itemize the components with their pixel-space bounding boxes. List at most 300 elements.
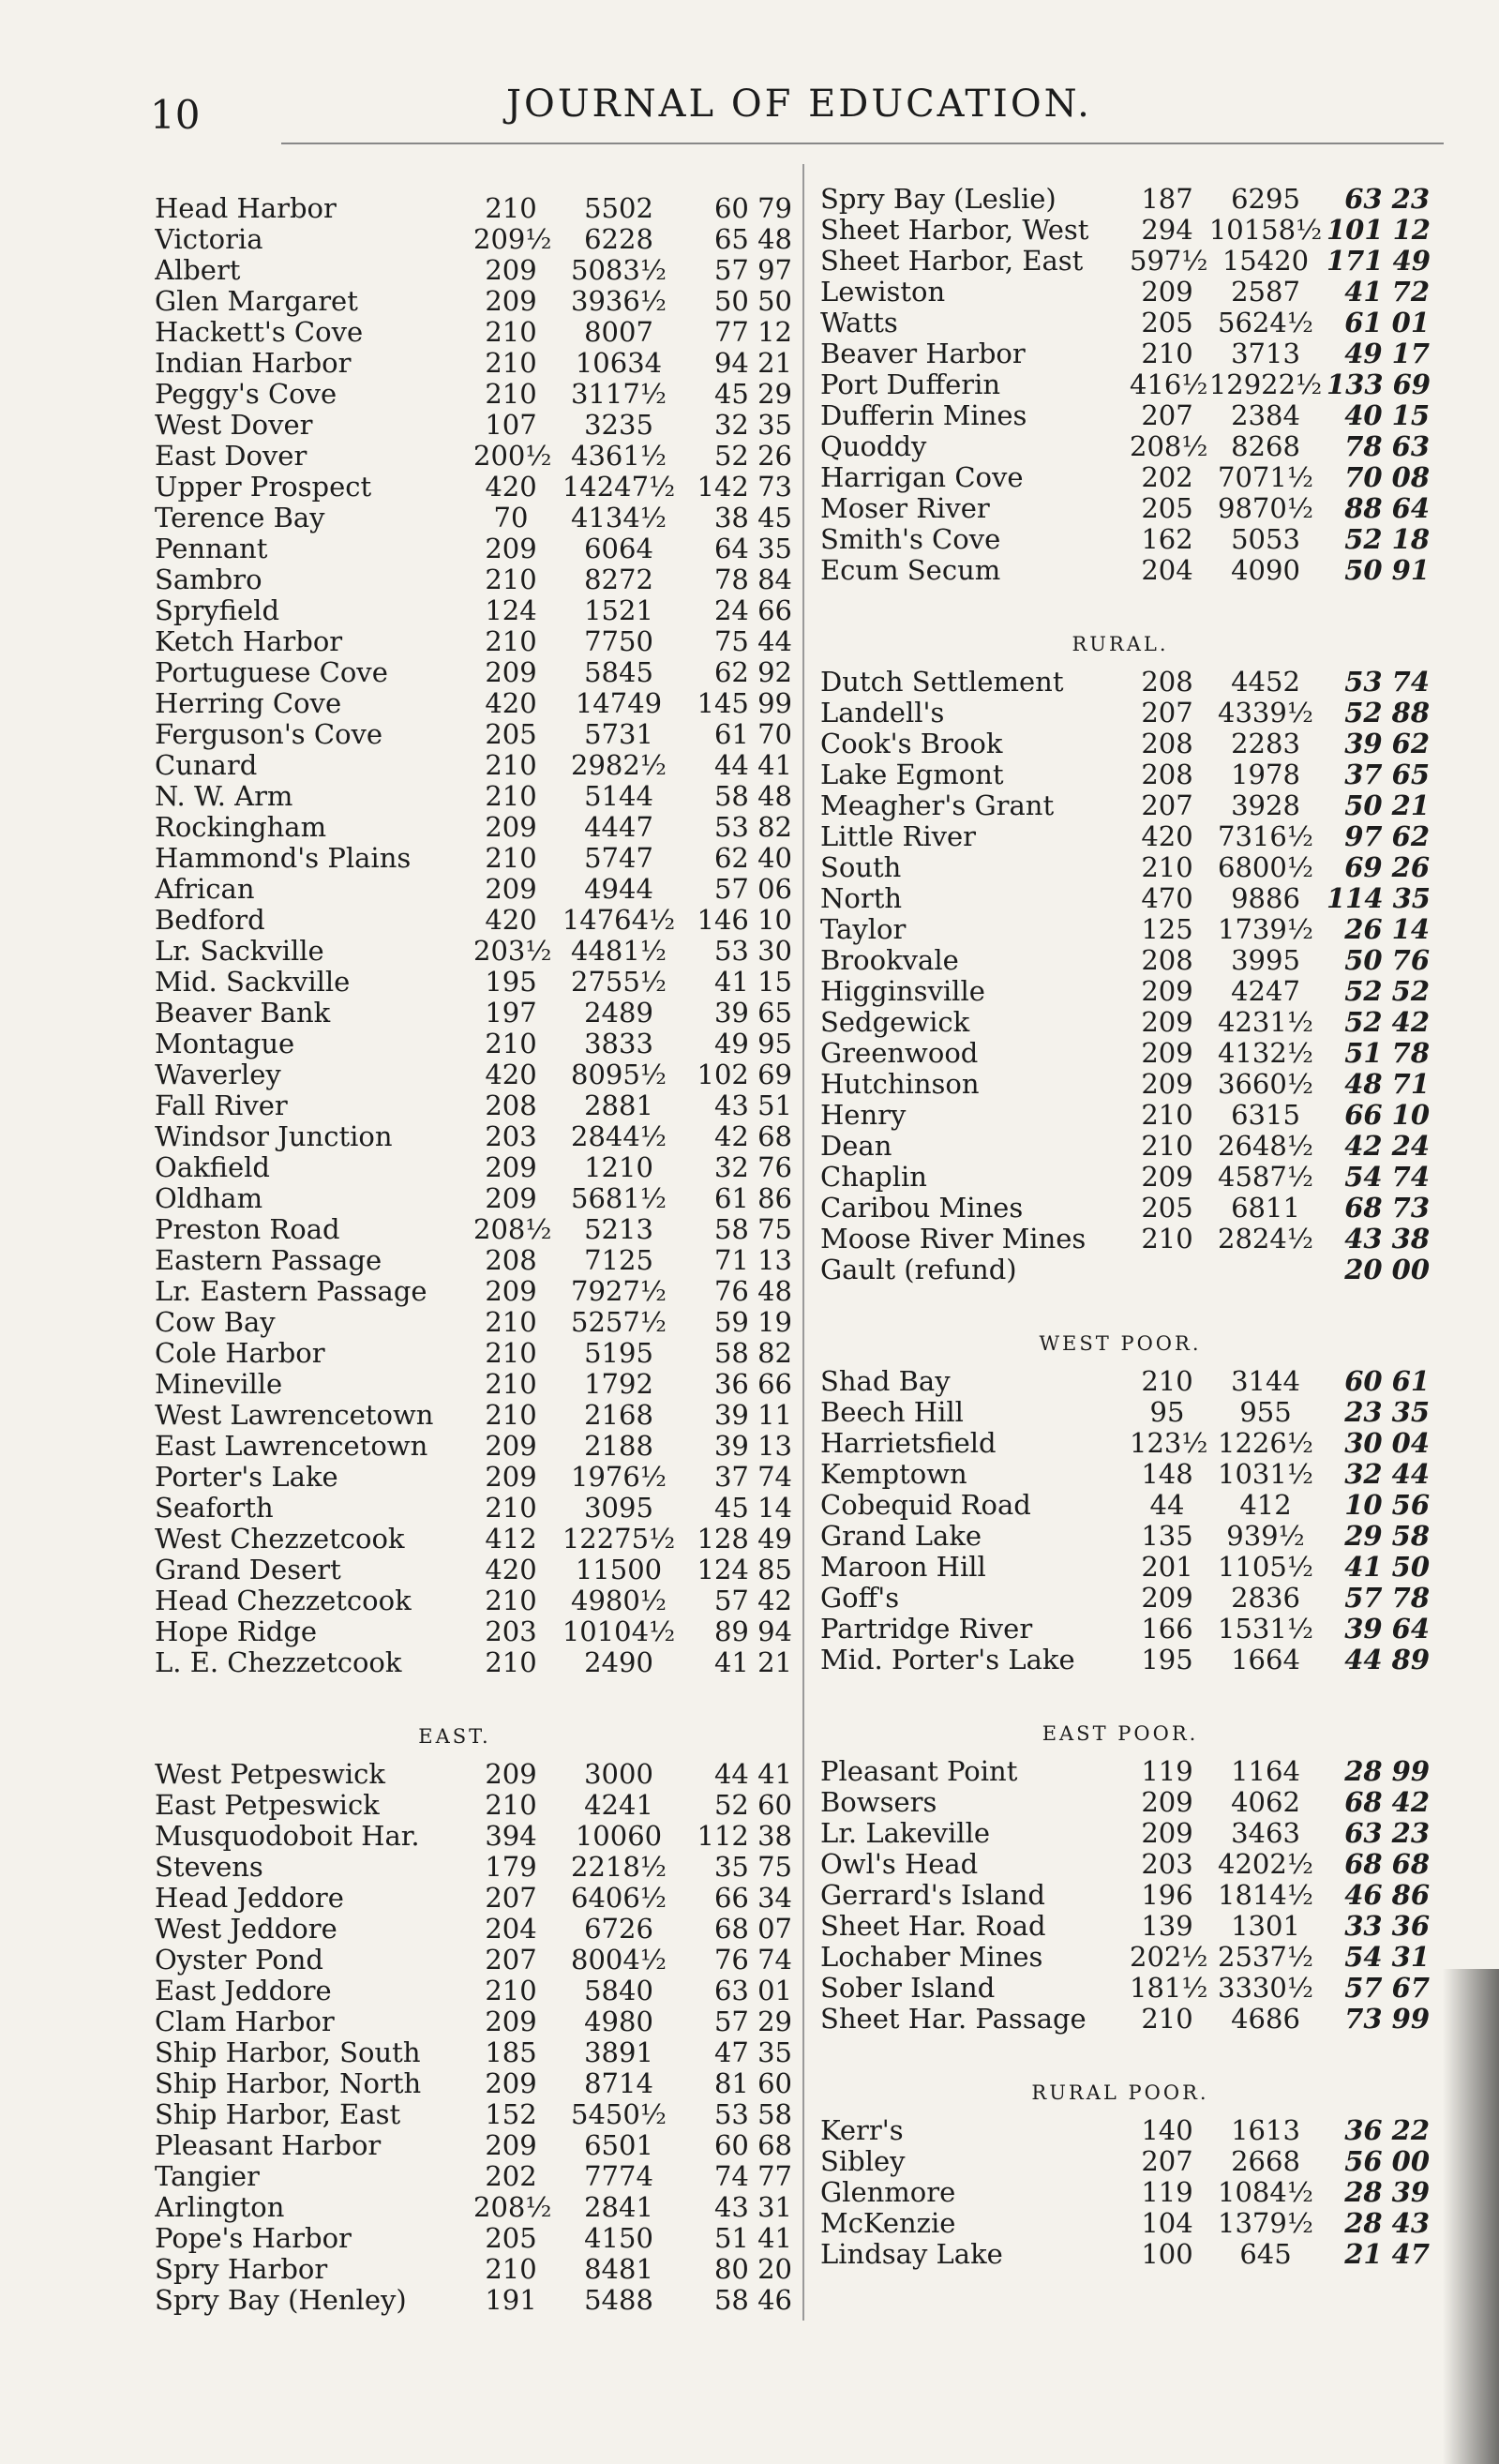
value-v2: 10060 <box>575 1820 663 1852</box>
value-v2: 5488 <box>584 2284 653 2316</box>
value-v1: 209 <box>485 1461 537 1493</box>
value-v2: 8481 <box>584 2253 653 2285</box>
section-gap <box>820 1285 1458 1322</box>
value-v1: 162 <box>1141 523 1193 555</box>
table-row <box>155 378 802 409</box>
district-name: Meagher's Grant <box>820 789 1055 821</box>
table-row <box>820 2207 1458 2238</box>
value-v1: 209 <box>1141 1817 1193 1849</box>
value-v1: 135 <box>1141 1520 1193 1552</box>
value-v3: 48 71 <box>1344 1068 1430 1100</box>
value-v1: 205 <box>1141 307 1193 338</box>
district-name: Ferguson's Cove <box>155 718 383 750</box>
value-v2: 5144 <box>584 780 653 812</box>
value-v2: 1164 <box>1231 1755 1300 1787</box>
value-v2: 4980 <box>584 2006 653 2037</box>
table-row <box>820 1037 1458 1068</box>
table-row <box>820 1427 1458 1458</box>
value-v1: 209 <box>1141 1786 1193 1818</box>
district-name: Hammond's Plains <box>155 842 412 874</box>
value-v3: 47 35 <box>713 2036 792 2068</box>
table-row <box>820 1192 1458 1223</box>
value-v3: 78 63 <box>1344 430 1430 462</box>
table-row <box>155 1213 802 1244</box>
value-v1: 140 <box>1141 2114 1193 2146</box>
district-name: Harrigan Cove <box>820 461 1024 493</box>
value-v1: 210 <box>1141 2003 1193 2035</box>
value-v2: 2836 <box>1231 1582 1300 1614</box>
value-v2: 1521 <box>584 594 653 626</box>
table-row <box>155 1182 802 1213</box>
district-name: Head Harbor <box>155 192 337 224</box>
value-v2: 8714 <box>584 2067 653 2099</box>
value-v1: 185 <box>485 2036 537 2068</box>
value-v3: 58 75 <box>713 1213 792 1245</box>
value-v3: 50 21 <box>1344 789 1430 821</box>
district-name: Lr. Sackville <box>155 935 324 967</box>
value-v2: 3235 <box>584 409 653 441</box>
section-gap <box>155 1677 802 1715</box>
value-v2: 1210 <box>584 1151 653 1183</box>
value-v3: 62 92 <box>713 656 792 688</box>
value-v1: 210 <box>485 625 537 657</box>
value-v2: 5681½ <box>571 1182 667 1214</box>
district-name: Head Chezzetcook <box>155 1585 412 1616</box>
district-name: Cow Bay <box>155 1306 276 1338</box>
value-v1: 208 <box>485 1089 537 1121</box>
value-v1: 210 <box>1141 1365 1193 1397</box>
table-row <box>820 1910 1458 1941</box>
value-v2: 1739½ <box>1218 913 1313 945</box>
district-name: Mid. Porter's Lake <box>820 1644 1075 1675</box>
value-v1: 210 <box>485 347 537 379</box>
district-name: Dutch Settlement <box>820 666 1064 698</box>
value-v2: 3936½ <box>571 285 667 317</box>
table-row <box>155 2253 802 2284</box>
value-v1: 210 <box>485 1028 537 1059</box>
value-v1: 95 <box>1149 1396 1185 1428</box>
value-v3: 32 44 <box>1344 1458 1430 1490</box>
district-name: Mineville <box>155 1368 283 1400</box>
value-v3: 112 38 <box>697 1820 792 1852</box>
value-v1: 207 <box>1141 789 1193 821</box>
journal-title: JOURNAL OF EDUCATION. <box>506 83 1092 126</box>
district-name: L. E. Chezzetcook <box>155 1646 402 1678</box>
district-name: Spry Harbor <box>155 2253 328 2285</box>
value-v3: 51 78 <box>1344 1037 1430 1069</box>
value-v3: 45 14 <box>713 1492 792 1524</box>
value-v3: 57 42 <box>713 1585 792 1616</box>
district-name: Grand Lake <box>820 1520 982 1552</box>
value-v1: 210 <box>1141 338 1193 369</box>
value-v1: 210 <box>485 1646 537 1678</box>
value-v2: 2755½ <box>571 966 667 998</box>
table-row <box>155 533 802 563</box>
district-name: Kemptown <box>820 1458 967 1490</box>
value-v3: 39 62 <box>1344 728 1430 759</box>
district-name: Peggy's Cove <box>155 378 337 410</box>
table-row <box>155 1492 802 1523</box>
value-v2: 3713 <box>1231 338 1300 369</box>
district-name: Gault (refund) <box>820 1254 1017 1285</box>
value-v3: 145 99 <box>697 687 792 719</box>
value-v2: 1976½ <box>571 1461 667 1493</box>
value-v3: 54 74 <box>1344 1161 1430 1193</box>
value-v2: 5840 <box>584 1975 653 2006</box>
value-v1: 209 <box>485 1430 537 1462</box>
value-v3: 39 64 <box>1344 1613 1430 1645</box>
value-v3: 58 82 <box>713 1337 792 1369</box>
value-v2: 4944 <box>584 873 653 905</box>
district-name: Maroon Hill <box>820 1551 986 1583</box>
table-row <box>820 183 1458 214</box>
value-v3: 52 42 <box>1344 1006 1430 1038</box>
value-v3: 61 01 <box>1344 307 1430 338</box>
value-v1: 205 <box>485 718 537 750</box>
value-v2: 5845 <box>584 656 653 688</box>
value-v1: 205 <box>1141 1192 1193 1224</box>
value-v3: 35 75 <box>713 1851 792 1883</box>
district-name: West Jeddore <box>155 1913 337 1945</box>
value-v3: 52 52 <box>1344 975 1430 1007</box>
value-v3: 20 00 <box>1344 1254 1430 1285</box>
value-v1: 209 <box>1141 1006 1193 1038</box>
value-v3: 53 82 <box>713 811 792 843</box>
table-row <box>155 502 802 533</box>
value-v3: 41 50 <box>1344 1551 1430 1583</box>
value-v1: 210 <box>485 563 537 595</box>
value-v2: 2881 <box>584 1089 653 1121</box>
value-v3: 64 35 <box>713 533 792 564</box>
value-v3: 61 70 <box>713 718 792 750</box>
value-v1: 201 <box>1141 1551 1193 1583</box>
value-v2: 7125 <box>584 1244 653 1276</box>
value-v3: 58 48 <box>713 780 792 812</box>
value-v1: 210 <box>485 1368 537 1400</box>
table-row <box>155 1913 802 1944</box>
table-row <box>155 1789 802 1820</box>
value-v1: 209 <box>1141 1582 1193 1614</box>
table-row <box>820 1396 1458 1427</box>
value-v2: 10158½ <box>1208 214 1323 246</box>
value-v3: 37 65 <box>1344 759 1430 790</box>
table-row <box>155 1944 802 1975</box>
value-v1: 209 <box>485 1151 537 1183</box>
table-row <box>820 1099 1458 1130</box>
district-name: Greenwood <box>820 1037 979 1069</box>
value-v3: 52 88 <box>1344 697 1430 729</box>
table-row <box>820 975 1458 1006</box>
table-row <box>155 1554 802 1585</box>
table-row <box>820 1879 1458 1910</box>
table-row <box>820 1223 1458 1254</box>
value-v3: 89 94 <box>713 1615 792 1647</box>
value-v3: 52 26 <box>713 440 792 472</box>
value-v3: 39 65 <box>713 997 792 1029</box>
district-name: Preston Road <box>155 1213 340 1245</box>
value-v3: 80 20 <box>713 2253 792 2285</box>
table-row <box>155 471 802 502</box>
value-v1: 148 <box>1141 1458 1193 1490</box>
value-v1: 119 <box>1141 1755 1193 1787</box>
table-row <box>155 780 802 811</box>
district-name: Sibley <box>820 2145 906 2177</box>
value-v2: 2490 <box>584 1646 653 1678</box>
value-v3: 59 19 <box>713 1306 792 1338</box>
value-v2: 2384 <box>1231 399 1300 431</box>
district-name: Windsor Junction <box>155 1120 393 1152</box>
value-v1: 208½ <box>473 2191 552 2223</box>
value-v3: 44 41 <box>713 1758 792 1790</box>
value-v3: 26 14 <box>1344 913 1430 945</box>
section-gap <box>820 2034 1458 2071</box>
table-row <box>820 523 1458 554</box>
district-name: Partridge River <box>820 1613 1033 1645</box>
value-v1: 125 <box>1141 913 1193 945</box>
table-row <box>820 492 1458 523</box>
value-v3: 10 56 <box>1344 1489 1430 1521</box>
district-name: Seaforth <box>155 1492 274 1524</box>
value-v2: 12275½ <box>562 1523 676 1555</box>
value-v1: 166 <box>1141 1613 1193 1645</box>
value-v1: 420 <box>485 687 537 719</box>
value-v1: 203 <box>485 1615 537 1647</box>
value-v2: 4686 <box>1231 2003 1300 2035</box>
table-row <box>820 1365 1458 1396</box>
value-v3: 38 45 <box>713 502 792 533</box>
district-name: Spry Bay (Henley) <box>155 2284 407 2316</box>
value-v2: 8004½ <box>571 1944 667 1976</box>
value-v2: 4587½ <box>1218 1161 1313 1193</box>
value-v1: 208 <box>1141 759 1193 790</box>
value-v1: 119 <box>1141 2176 1193 2208</box>
section-heading: EAST. <box>418 1725 491 1748</box>
value-v3: 60 79 <box>713 192 792 224</box>
table-row <box>820 1941 1458 1972</box>
value-v2: 6811 <box>1231 1192 1300 1224</box>
value-v2: 2489 <box>584 997 653 1029</box>
table-row <box>155 1615 802 1646</box>
value-v1: 209 <box>485 254 537 286</box>
value-v3: 78 84 <box>713 563 792 595</box>
value-v2: 6064 <box>584 533 653 564</box>
district-name: Porter's Lake <box>155 1461 338 1493</box>
value-v3: 102 69 <box>697 1059 792 1090</box>
value-v2: 3330½ <box>1218 1972 1313 2004</box>
value-v2: 6295 <box>1231 183 1300 215</box>
table-row <box>820 1848 1458 1879</box>
value-v3: 44 41 <box>713 749 792 781</box>
district-name: Beech Hill <box>820 1396 964 1428</box>
value-v1: 420 <box>1141 820 1193 852</box>
value-v1: 208 <box>1141 728 1193 759</box>
district-name: Lr. Lakeville <box>820 1817 991 1849</box>
table-row <box>155 2036 802 2067</box>
value-v3: 28 43 <box>1344 2207 1430 2239</box>
table-row <box>820 1551 1458 1582</box>
district-name: Pennant <box>155 533 268 564</box>
value-v2: 2668 <box>1231 2145 1300 2177</box>
table-row <box>820 276 1458 307</box>
table-row <box>155 1523 802 1554</box>
table-row <box>155 1975 802 2006</box>
value-v3: 36 66 <box>713 1368 792 1400</box>
district-name: Ship Harbor, East <box>155 2098 401 2130</box>
table-row <box>155 2098 802 2129</box>
value-v2: 1301 <box>1231 1910 1300 1942</box>
table-row <box>155 1820 802 1851</box>
value-v2: 2188 <box>584 1430 653 1462</box>
value-v1: 210 <box>485 1492 537 1524</box>
value-v3: 43 38 <box>1344 1223 1430 1255</box>
value-v1: 152 <box>485 2098 537 2130</box>
table-row <box>155 749 802 780</box>
value-v1: 207 <box>485 1882 537 1914</box>
value-v3: 24 66 <box>713 594 792 626</box>
value-v1: 209 <box>485 1182 537 1214</box>
value-v2: 4134½ <box>571 502 667 533</box>
value-v1: 210 <box>1141 851 1193 883</box>
district-name: Tangier <box>155 2160 260 2192</box>
value-v3: 94 21 <box>713 347 792 379</box>
value-v3: 69 26 <box>1344 851 1430 883</box>
table-row <box>155 2222 802 2253</box>
value-v2: 1379½ <box>1218 2207 1313 2239</box>
value-v2: 3891 <box>584 2036 653 2068</box>
value-v1: 210 <box>485 1399 537 1431</box>
table-row <box>155 1585 802 1615</box>
value-v1: 209 <box>1141 276 1193 308</box>
value-v2: 3833 <box>584 1028 653 1059</box>
value-v1: 200½ <box>473 440 552 472</box>
value-v1: 139 <box>1141 1910 1193 1942</box>
value-v2: 8268 <box>1231 430 1300 462</box>
value-v2: 15420 <box>1222 245 1310 277</box>
value-v1: 210 <box>485 192 537 224</box>
value-v3: 128 49 <box>697 1523 792 1555</box>
district-name: Port Dufferin <box>820 368 1001 400</box>
district-name: Hope Ridge <box>155 1615 318 1647</box>
value-v1: 181½ <box>1130 1972 1208 2004</box>
value-v1: 209 <box>485 1758 537 1790</box>
value-v2: 4361½ <box>571 440 667 472</box>
value-v1: 209 <box>485 2129 537 2161</box>
district-name: Musquodoboit Har. <box>155 1820 420 1852</box>
value-v2: 4231½ <box>1218 1006 1313 1038</box>
value-v2: 3660½ <box>1218 1068 1313 1100</box>
value-v2: 1084½ <box>1218 2176 1313 2208</box>
table-row <box>155 625 802 656</box>
value-v1: 210 <box>1141 1130 1193 1162</box>
district-name: Harrietsfield <box>820 1427 997 1459</box>
value-v1: 209 <box>1141 1037 1193 1069</box>
value-v1: 208 <box>1141 944 1193 976</box>
value-v1: 191 <box>485 2284 537 2316</box>
district-name: Upper Prospect <box>155 471 372 503</box>
value-v2: 2841 <box>584 2191 653 2223</box>
value-v1: 203 <box>1141 1848 1193 1880</box>
district-name: Beaver Bank <box>155 997 331 1029</box>
district-name: Head Jeddore <box>155 1882 344 1914</box>
district-name: Bowsers <box>820 1786 937 1818</box>
table-row <box>820 1489 1458 1520</box>
value-v2: 1978 <box>1231 759 1300 790</box>
value-v2: 8095½ <box>571 1059 667 1090</box>
district-name: Smith's Cove <box>820 523 1001 555</box>
value-v1: 210 <box>485 316 537 348</box>
value-v2: 4339½ <box>1218 697 1313 729</box>
value-v3: 57 78 <box>1344 1582 1430 1614</box>
value-v1: 210 <box>485 780 537 812</box>
table-row <box>820 399 1458 430</box>
value-v1: 420 <box>485 904 537 936</box>
value-v3: 52 18 <box>1344 523 1430 555</box>
section-gap <box>820 585 1458 623</box>
value-v1: 107 <box>485 409 537 441</box>
district-name: Oakfield <box>155 1151 270 1183</box>
table-row <box>155 811 802 842</box>
value-v2: 939½ <box>1226 1520 1305 1552</box>
value-v2: 7927½ <box>571 1275 667 1307</box>
value-v3: 62 40 <box>713 842 792 874</box>
district-name: Higginsville <box>820 975 985 1007</box>
value-v1: 209 <box>485 533 537 564</box>
district-name: Albert <box>155 254 241 286</box>
value-v1: 210 <box>1141 1223 1193 1255</box>
value-v3: 133 69 <box>1327 368 1431 400</box>
value-v1: 208½ <box>473 1213 552 1245</box>
value-v2: 3095 <box>584 1492 653 1524</box>
district-name: Ecum Secum <box>820 554 1001 586</box>
value-v1: 123½ <box>1130 1427 1208 1459</box>
district-name: South <box>820 851 902 883</box>
value-v2: 4150 <box>584 2222 653 2254</box>
value-v1: 196 <box>1141 1879 1193 1911</box>
value-v2: 645 <box>1239 2238 1292 2270</box>
value-v3: 77 12 <box>713 316 792 348</box>
value-v1: 205 <box>485 2222 537 2254</box>
value-v2: 10634 <box>575 347 663 379</box>
table-row <box>820 2238 1458 2269</box>
column-divider <box>802 164 804 2321</box>
district-name: Sambro <box>155 563 262 595</box>
table-row <box>820 2145 1458 2176</box>
district-name: Glenmore <box>820 2176 956 2208</box>
district-name: Ship Harbor, South <box>155 2036 421 2068</box>
value-v1: 207 <box>1141 2145 1193 2177</box>
value-v2: 1664 <box>1231 1644 1300 1675</box>
value-v3: 50 50 <box>713 285 792 317</box>
district-name: Kerr's <box>820 2114 904 2146</box>
value-v1: 210 <box>485 2253 537 2285</box>
table-row <box>820 1755 1458 1786</box>
table-row <box>155 873 802 904</box>
value-v1: 202 <box>485 2160 537 2192</box>
value-v1: 70 <box>493 502 529 533</box>
value-v3: 63 23 <box>1344 1817 1430 1849</box>
value-v1: 210 <box>485 378 537 410</box>
page-edge-shadow <box>1443 1969 1499 2464</box>
district-name: Lewiston <box>820 276 946 308</box>
table-row <box>155 1151 802 1182</box>
value-v3: 66 34 <box>713 1882 792 1914</box>
section-heading: RURAL POOR. <box>1031 2081 1209 2104</box>
value-v3: 42 24 <box>1344 1130 1430 1162</box>
value-v1: 208½ <box>1130 430 1208 462</box>
value-v1: 210 <box>485 749 537 781</box>
value-v3: 70 08 <box>1344 461 1430 493</box>
table-row <box>820 728 1458 759</box>
